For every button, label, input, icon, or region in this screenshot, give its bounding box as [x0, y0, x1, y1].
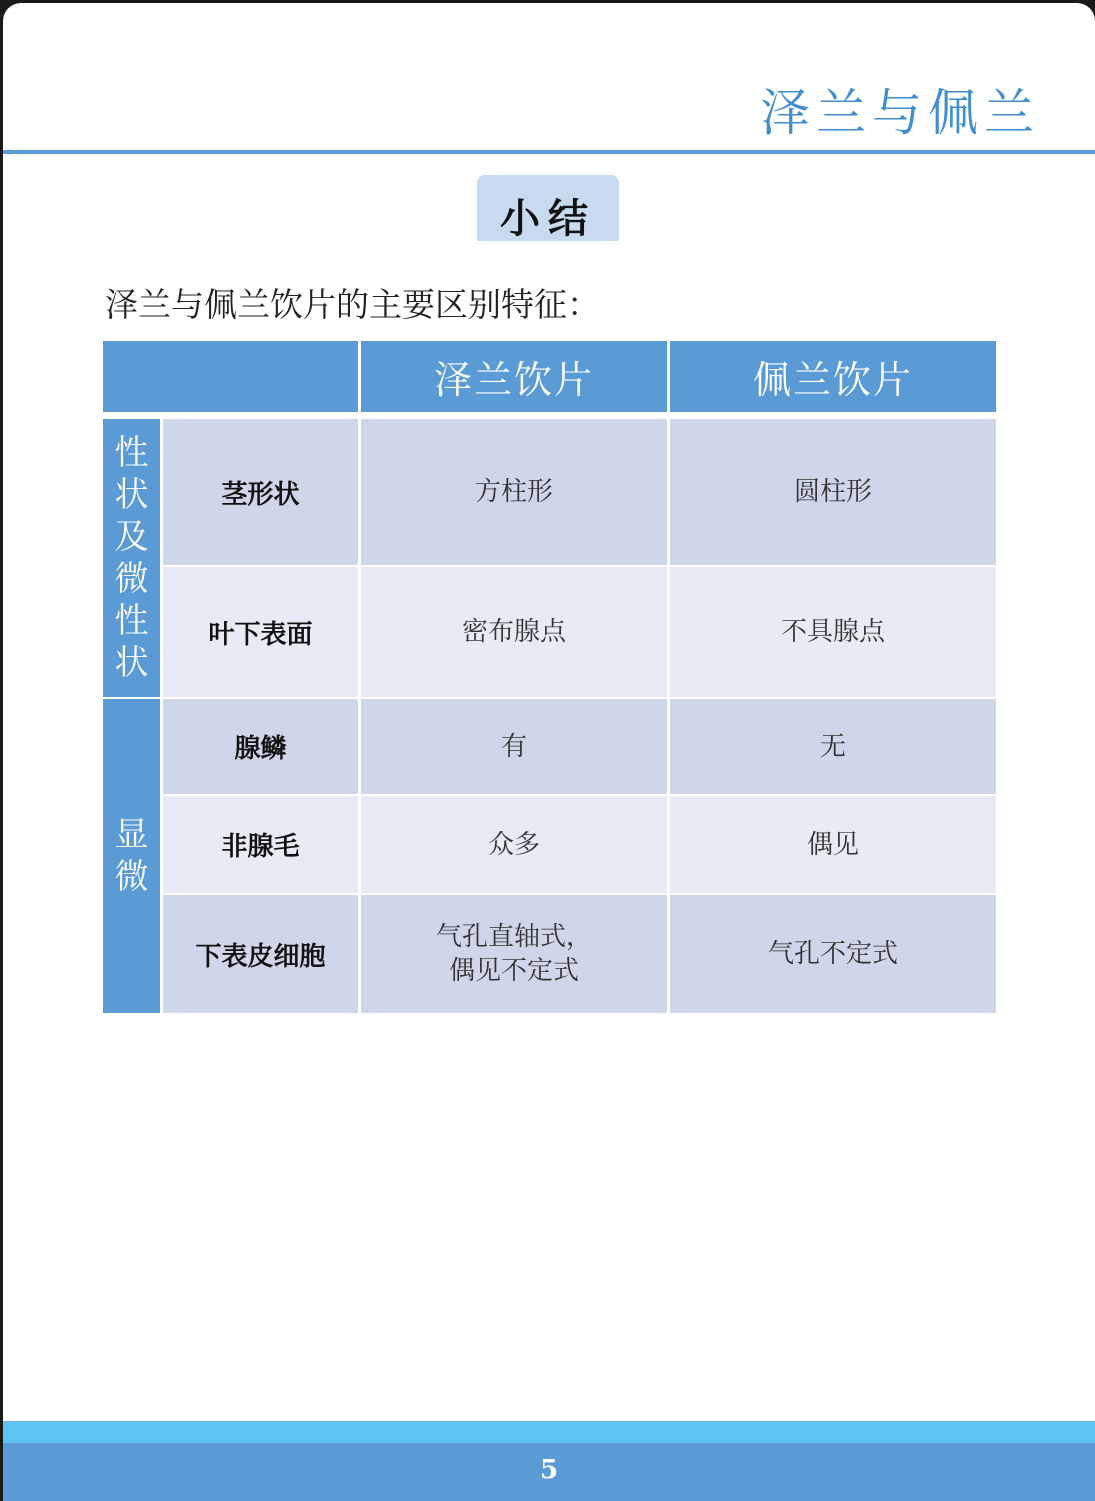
intro-text: 泽兰与佩兰饮片的主要区别特征：	[105, 285, 600, 324]
document-page	[3, 3, 1095, 1501]
row-label: 非腺毛	[163, 796, 358, 893]
comparison-table	[103, 341, 996, 1013]
cell-peilan: 无	[670, 699, 996, 794]
cell-peilan: 不具腺点	[670, 567, 996, 697]
row-label: 下表皮细胞	[163, 895, 358, 1013]
header-divider	[3, 150, 1095, 154]
section-title-box	[477, 175, 619, 241]
group-label-text: 性状及微性状	[114, 433, 149, 683]
column-header-zelan: 泽兰饮片	[361, 341, 667, 412]
page-number: 5	[539, 1455, 559, 1485]
footer-bar	[3, 1443, 1095, 1501]
cell-peilan: 偶见	[670, 796, 996, 893]
column-header-peilan: 佩兰饮片	[670, 341, 996, 412]
group-label-morphology	[103, 419, 160, 697]
page-header-title: 泽兰与佩兰	[760, 84, 1040, 142]
cell-peilan: 气孔不定式	[670, 895, 996, 1013]
cell-zelan: 方柱形	[361, 419, 667, 565]
group-label-microscopy	[103, 699, 160, 1013]
row-label: 茎形状	[163, 419, 358, 565]
section-title: 小结	[500, 196, 596, 242]
row-label: 叶下表面	[163, 567, 358, 697]
row-label: 腺鳞	[163, 699, 358, 794]
cell-zelan: 密布腺点	[361, 567, 667, 697]
cell-zelan: 众多	[361, 796, 667, 893]
cell-zelan: 有	[361, 699, 667, 794]
table-header-corner	[103, 341, 358, 412]
footer-accent-band	[3, 1421, 1095, 1443]
group-label-text: 显微	[114, 815, 149, 897]
cell-zelan: 气孔直轴式， 偶见不定式	[361, 895, 667, 1013]
cell-peilan: 圆柱形	[670, 419, 996, 565]
